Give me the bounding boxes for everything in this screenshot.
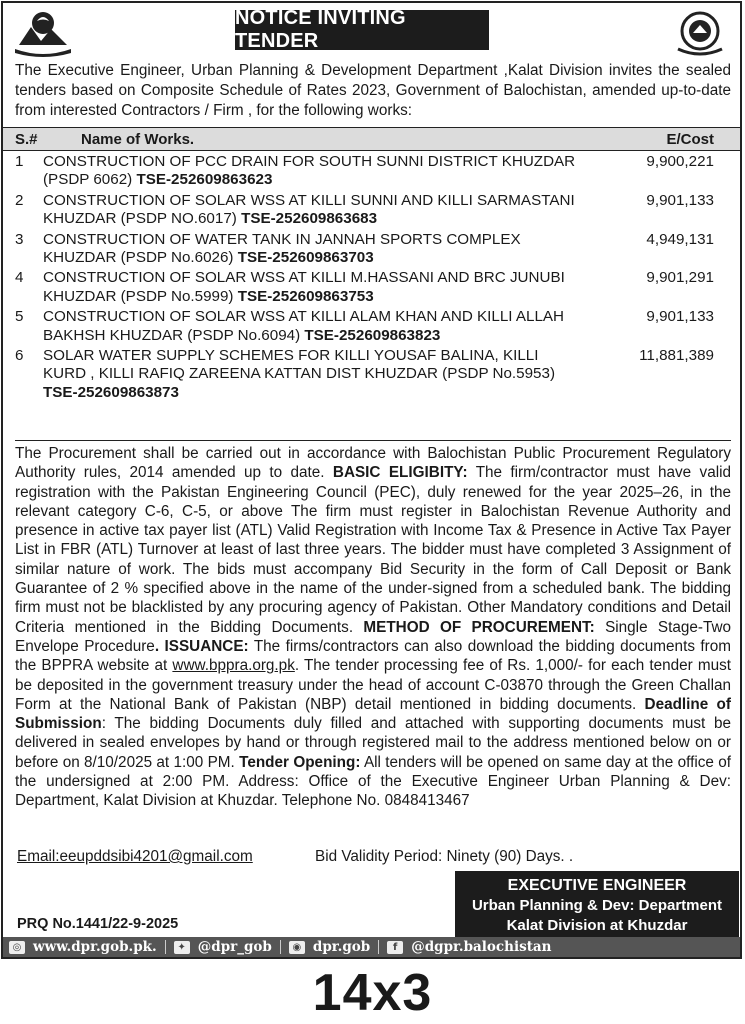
header-estimated-cost: E/Cost [666, 130, 714, 148]
table-header [3, 127, 740, 151]
row-serial: 6 [15, 347, 24, 365]
email-link[interactable]: Email:eeupddsibi4201@gmail.com [17, 848, 253, 865]
balochistan-emblem-logo [11, 9, 75, 57]
table-row [3, 345, 740, 402]
footer-instagram[interactable]: dpr.gob [312, 939, 371, 955]
eligibility-text: The firm/contractor must have valid registration with the Pakistan Engineering Council (PEC), duly renewed for the year 2025–26, in the relevant category C-6, C-5, or above The firm must register in Balochistan Revenue Authority and presence in active tax payer list (ATL) Valid Registration with Income Tax & Presence in Active Tax Payer List in FBR (ATL) Turnover at least of last three years. The bidder must have completed 3 Assignment of similar nature of work. The bids must accompany Bid Security in the form of Call Deposit or Bank Guarantee of 2 % specified above in the name of the under-signed from a scheduled bank. The bidding firm must not be blacklisted by any procuring agency of Pakistan. Other Mandatory conditions and Detail Criteria mentioned in the Bidding Documents. [15, 464, 732, 636]
row-cost: 9,901,133 [646, 308, 714, 326]
row-serial: 1 [15, 153, 24, 170]
footer-divider [165, 940, 166, 954]
tse-number: TSE-252609863873 [43, 383, 179, 401]
row-serial: 3 [15, 230, 24, 248]
method-heading: METHOD OF PROCUREMENT: [363, 618, 595, 636]
procurement-rules-text: The Procurement shall be carried out in accordance with Balochistan Public Procurement Regulatory Authority rules, 2014 amended up to date. [15, 445, 731, 482]
tender-notice [1, 1, 742, 959]
bid-validity: Bid Validity Period: Ninety (90) Days. . [315, 848, 574, 865]
row-cost: 11,881,389 [639, 347, 714, 365]
footer-divider [280, 940, 281, 954]
notice-title: NOTICE INVITING TENDER [235, 10, 489, 50]
table-row [3, 190, 740, 229]
work-name: SOLAR WATER SUPPLY SCHEMES FOR KILLI YOUSAF BALINA, KILLI KURD , KILLI RAFIQ ZAREENA KATTAN DIST KHUZDAR (PSDP No.5953) [43, 347, 555, 383]
eligibility-heading: BASIC ELIGIBITY: [332, 464, 468, 482]
row-work [43, 231, 614, 268]
row-work [43, 308, 614, 345]
row-cost: 9,901,291 [646, 269, 714, 287]
footer-facebook[interactable]: @dgpr.balochistan [411, 939, 552, 955]
footer-website[interactable]: www.dpr.gob.pk. [33, 939, 157, 955]
row-work [43, 347, 614, 402]
facebook-icon: f [387, 941, 403, 954]
globe-icon: ◎ [9, 941, 25, 954]
work-name: CONSTRUCTION OF SOLAR WSS AT KILLI SUNNI AND KILLI SARMASTANI KHUZDAR (PSDP NO.6017) [43, 191, 575, 228]
issuance-text: The firms/contractors can also download the bidding documents from the BPPRA website at [15, 637, 732, 675]
row-work [43, 153, 614, 190]
deadline-text: : The bidding Documents duly filled and attached with supporting documents must be delivered in sealed envelopes by hand or through registered mail to the address mentioned below on or before on 8/10/2025 at 1:00 PM. [15, 715, 731, 771]
works-table [3, 127, 740, 402]
header-work-name: Name of Works. [81, 130, 195, 148]
prq-number: PRQ No.1441/22-9-2025 [17, 916, 179, 932]
opening-text: All tenders will be opened on same day at the office of the undersigned at 2:00 PM. Address: Office of the Executive Engineer Urban Planning & Dev: Department, Kalat Division at Khuzdar. Telephone No. 0848413467 [15, 753, 731, 810]
header-serial: S.# [15, 130, 38, 148]
tse-number: TSE-252609863683 [241, 210, 378, 228]
table-row [3, 229, 740, 268]
tse-number: TSE-252609863623 [136, 171, 273, 189]
opening-heading: Tender Opening: [239, 753, 361, 771]
row-work [43, 269, 614, 306]
footer-divider [378, 940, 379, 954]
row-cost: 9,901,133 [646, 191, 714, 209]
terms-paragraph [15, 440, 731, 811]
footer-bar [3, 937, 740, 957]
row-serial: 4 [15, 269, 24, 287]
work-name: CONSTRUCTION OF SOLAR WSS AT KILLI M.HASSANI AND BRC JUNUBI KHUZDAR (PSDP No.5999) [43, 269, 565, 305]
table-row [3, 306, 740, 345]
signature-location: Kalat Division at Khuzdar [506, 916, 688, 934]
row-work [43, 192, 614, 229]
signature-title: EXECUTIVE ENGINEER [507, 876, 687, 894]
row-serial: 5 [15, 308, 24, 326]
issuance-heading: . ISSUANCE: [154, 637, 249, 655]
work-name: CONSTRUCTION OF PCC DRAIN FOR SOUTH SUNNI DISTRICT KHUZDAR (PSDP 6062) [43, 153, 576, 189]
tse-number: TSE-252609863753 [237, 287, 374, 305]
ad-size-label: 14x3 [312, 964, 433, 1022]
department-seal-logo [668, 9, 732, 57]
work-name: CONSTRUCTION OF WATER TANK IN JANNAH SPORTS COMPLEX KHUZDAR (PSDP No.6026) [43, 230, 521, 267]
tse-number: TSE-252609863703 [237, 249, 374, 267]
fee-text: . The tender processing fee of Rs. 1,000/- for each tender must be deposited in the government treasury under the head of account C-03870 through the Green Challan Form at the National Bank of Pakistan (NBP) detail mentioned in bidding documents. [15, 657, 731, 713]
method-text: Single Stage-Two Envelope Procedure [15, 618, 732, 655]
instagram-icon: ◉ [289, 941, 305, 954]
signature-block [455, 871, 739, 939]
row-serial: 2 [15, 191, 24, 209]
bppra-website-link[interactable]: www.bppra.org.pk [172, 657, 295, 675]
table-row [3, 151, 740, 190]
twitter-icon: ✦ [174, 941, 190, 954]
tse-number: TSE-252609863823 [304, 326, 441, 344]
contact-line [17, 848, 717, 866]
row-cost: 9,900,221 [646, 153, 714, 170]
work-name: CONSTRUCTION OF SOLAR WSS AT KILLI ALAM KHAN AND KILLI ALLAH BAKHSH KHUZDAR (PSDP No.6094) [43, 308, 565, 344]
table-row [3, 267, 740, 306]
row-cost: 4,949,131 [646, 230, 714, 248]
footer-twitter[interactable]: @dpr_gob [197, 939, 272, 955]
intro-paragraph: The Executive Engineer, Urban Planning & Development Department ,Kalat Division invites the sealed tenders based on Composite Schedule of Rates 2023, Government of Balochistan, amended up-to-date from interested Contractors / Firm , for the following works: [15, 62, 731, 119]
deadline-heading: Deadline of Submission [15, 695, 731, 733]
signature-department: Urban Planning & Dev: Department [471, 896, 723, 914]
